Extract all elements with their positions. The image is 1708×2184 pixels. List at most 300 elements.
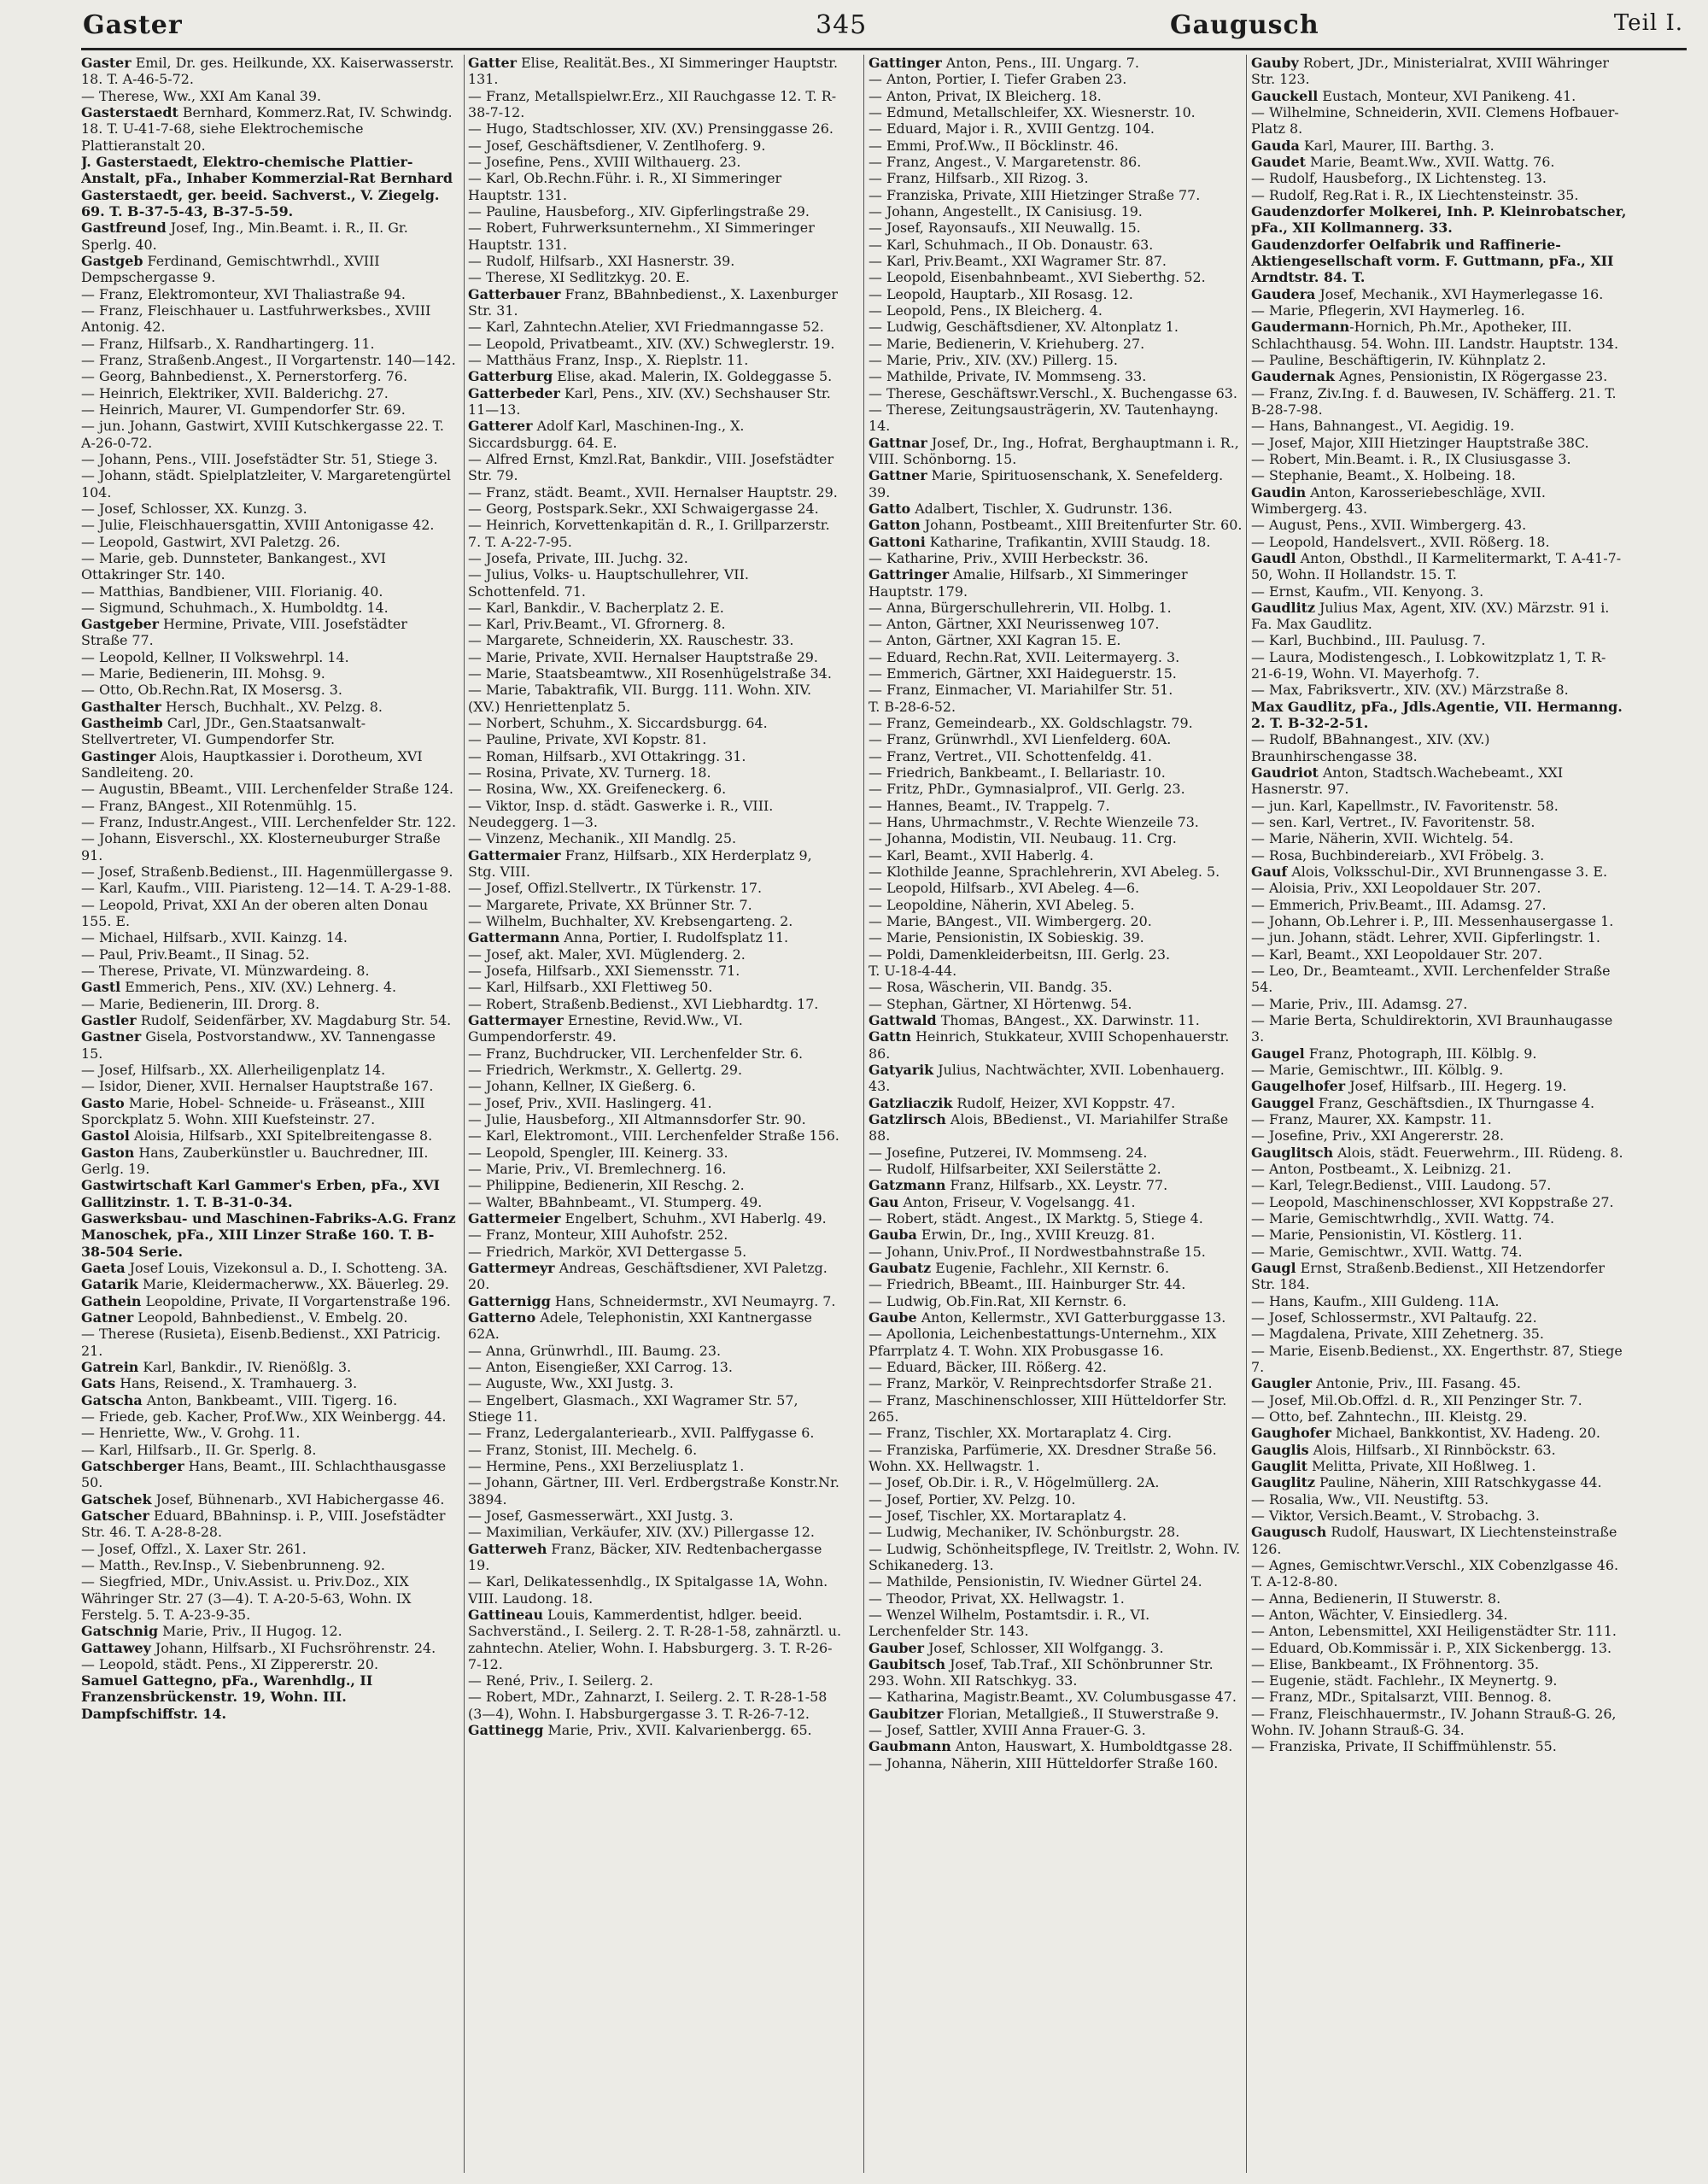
directory-entry bbox=[869, 864, 1244, 880]
directory-entry bbox=[869, 715, 1244, 731]
directory-entry bbox=[1251, 550, 1627, 583]
directory-entry bbox=[869, 1359, 1244, 1375]
entry-surname: Gatton bbox=[869, 517, 921, 534]
directory-entry bbox=[1251, 682, 1627, 698]
entry-surname: Gastol bbox=[81, 1127, 130, 1145]
entry-details: — Friedrich, Markör, XVI Dettergasse 5. bbox=[468, 1243, 747, 1260]
directory-entry bbox=[81, 1656, 457, 1672]
entry-details: — Anna, Grünwrhdl., III. Baumg. 23. bbox=[468, 1342, 721, 1359]
directory-entry bbox=[1251, 1177, 1627, 1193]
entry-details: Franz, Hilfsarb., XX. Leystr. 77. bbox=[945, 1177, 1168, 1194]
directory-entry bbox=[1251, 632, 1627, 648]
entry-details: Johann, Hilfsarb., XI Fuchsröhrenstr. 24. bbox=[150, 1639, 436, 1656]
directory-entry bbox=[81, 1028, 457, 1062]
entry-details: — Mathilde, Pensionistin, IV. Wiedner Gürtel 24. bbox=[869, 1573, 1202, 1590]
entry-details: Louis, Kammerdentist, hdlger. beeid. Sachverständ., I. Seilerg. 2. T. R-28-1-58, zahnärztl. u. zahntechn. Atelier, Wohn. I. Habsburgerg. 3. T. R-26-7-12. bbox=[468, 1606, 842, 1672]
entry-details: — Josef, Offizl.Stellvertr., IX Türkenstr. 17. bbox=[468, 880, 763, 897]
entry-details: Gaudenzdorfer Oelfabrik und Raffinerie-Aktiengesellschaft vorm. F. Guttmann, pFa., XII Arndtstr. 84. T. bbox=[1251, 236, 1614, 286]
directory-entry bbox=[869, 1326, 1244, 1359]
entry-details: Eduard, BBahninsp. i. P., VIII. Josefstädter Str. 46. T. A-28-8-28. bbox=[81, 1507, 446, 1541]
entry-details: — Ernst, Kaufm., VII. Kenyong. 3. bbox=[1251, 583, 1484, 600]
directory-entry bbox=[1251, 237, 1627, 286]
directory-entry bbox=[869, 1607, 1244, 1640]
entry-details: Franz, Geschäftsdien., IX Thurngasse 4. bbox=[1313, 1094, 1595, 1111]
directory-entry bbox=[81, 1573, 457, 1623]
directory-entry bbox=[1251, 467, 1627, 483]
entry-details: — Josefine, Priv., XXI Angererstr. 28. bbox=[1251, 1127, 1504, 1145]
directory-entry bbox=[869, 253, 1244, 269]
entry-details: Hans, Beamt., III. Schlachthausgasse 50. bbox=[81, 1457, 447, 1491]
directory-entry bbox=[1251, 55, 1627, 88]
directory-entry bbox=[81, 368, 457, 384]
entry-surname: Gatterbeder bbox=[468, 384, 560, 401]
directory-entry bbox=[869, 154, 1244, 170]
entry-details: — Pauline, Hausbeforg., XIV. Gipferlingstraße 29. bbox=[468, 202, 810, 220]
entry-details: — Hermine, Pens., XXI Berzeliusplatz 1. bbox=[468, 1457, 745, 1474]
directory-entry bbox=[869, 1375, 1244, 1391]
entry-surname: Gaubitzer bbox=[869, 1705, 944, 1722]
entry-surname: Gauda bbox=[1251, 137, 1300, 154]
entry-details: Alois, städt. Feuerwehrm., III. Rüdeng. 8. bbox=[1333, 1144, 1623, 1161]
directory-entry bbox=[869, 1062, 1244, 1095]
entry-details: — Marie, Näherin, XVII. Wichtelg. 54. bbox=[1251, 830, 1514, 847]
directory-entry bbox=[1251, 187, 1627, 203]
header-first-entry: Gaster bbox=[83, 10, 183, 40]
directory-entry bbox=[468, 830, 844, 846]
directory-entry bbox=[1251, 1078, 1627, 1094]
directory-entry bbox=[1251, 1210, 1627, 1227]
directory-entry bbox=[1251, 1326, 1627, 1342]
directory-entry bbox=[81, 1392, 457, 1408]
entry-details: — Rosa, Wäscherin, VII. Bandg. 35. bbox=[869, 979, 1113, 996]
entry-surname: Gaugelhofer bbox=[1251, 1078, 1346, 1095]
directory-entry bbox=[81, 1408, 457, 1425]
entry-details: — Leopold, Kellner, II Volkswehrpl. 14. bbox=[81, 648, 349, 665]
directory-entry bbox=[1251, 1343, 1627, 1376]
directory-entry bbox=[1251, 1375, 1627, 1391]
directory-entry bbox=[1251, 1045, 1627, 1062]
directory-entry bbox=[1251, 1227, 1627, 1243]
directory-entry bbox=[1251, 484, 1627, 518]
entry-details: Anton, Bankbeamt., VIII. Tigerg. 16. bbox=[142, 1391, 398, 1408]
directory-entry bbox=[468, 731, 844, 747]
directory-entry bbox=[468, 913, 844, 929]
directory-entry bbox=[1251, 1127, 1627, 1144]
directory-entry bbox=[869, 946, 1244, 963]
entry-surname: Gatzlirsch bbox=[869, 1111, 946, 1127]
entry-details: — Stephan, Gärtner, XI Hörtenwg. 54. bbox=[869, 995, 1132, 1012]
entry-surname: Gaudlitz bbox=[1251, 599, 1315, 616]
directory-entry bbox=[468, 1343, 844, 1359]
entry-details: — Pauline, Beschäftigerin, IV. Kühnplatz 2. bbox=[1251, 351, 1547, 368]
entry-details: — Augustin, BBeamt., VIII. Lerchenfelder Straße 124. bbox=[81, 781, 453, 798]
entry-details: — Wenzel Wilhelm, Postamtsdir. i. R., VI. Lerchenfelder Str. 143. bbox=[869, 1606, 1150, 1640]
directory-entry bbox=[1251, 1474, 1627, 1490]
directory-entry bbox=[1251, 1161, 1627, 1177]
entry-details: — Robert, städt. Angest., IX Marktg. 5, Stiege 4. bbox=[869, 1209, 1203, 1227]
entry-details: T. B-28-6-52. bbox=[869, 698, 956, 715]
directory-entry bbox=[468, 203, 844, 220]
entry-details: — Robert, Min.Beamt. i. R., IX Clusiusgasse 3. bbox=[1251, 450, 1571, 467]
page-number: 345 bbox=[816, 10, 868, 40]
directory-entry bbox=[869, 534, 1244, 550]
entry-details: — Johanna, Näherin, XIII Hütteldorfer Straße 160. bbox=[869, 1754, 1219, 1771]
directory-entry bbox=[1251, 731, 1627, 764]
entry-details: — Sigmund, Schuhmach., X. Humboldtg. 14. bbox=[81, 599, 389, 616]
entry-surname: Gauggel bbox=[1251, 1094, 1314, 1111]
entry-surname: Gaudet bbox=[1251, 153, 1306, 170]
directory-entry bbox=[468, 88, 844, 121]
entry-details: Josef, Mechanik., XVI Haymerlegasse 16. bbox=[1315, 285, 1604, 302]
directory-entry bbox=[468, 1722, 844, 1738]
column-divider bbox=[1246, 55, 1247, 2173]
entry-surname: Gauba bbox=[869, 1227, 917, 1244]
directory-entry bbox=[468, 484, 844, 501]
directory-entry bbox=[869, 1573, 1244, 1590]
directory-entry bbox=[1251, 1145, 1627, 1161]
entry-surname: Gats bbox=[81, 1375, 116, 1392]
entry-details: Pauline, Näherin, XIII Ratschkygasse 44. bbox=[1314, 1474, 1602, 1491]
entry-details: — jun. Johann, städt. Lehrer, XVII. Gipferlingstr. 1. bbox=[1251, 929, 1600, 946]
entry-details: Gastwirtschaft Karl Gammer's Erben, pFa., XVI Gallitzinstr. 1. T. B-31-0-34. bbox=[81, 1177, 440, 1210]
entry-details: — August, Pens., XVII. Wimbergerg. 43. bbox=[1251, 517, 1527, 534]
entry-details: Rudolf, Heizer, XVI Koppstr. 47. bbox=[952, 1094, 1176, 1111]
entry-surname: Gauglitz bbox=[1251, 1474, 1315, 1491]
directory-entry bbox=[869, 880, 1244, 896]
entry-details: Anton, Stadtsch.Wachebeamt., XXI Hasnerstr. 97. bbox=[1251, 764, 1564, 798]
entry-details: — Robert, MDr., Zahnarzt, I. Seilerg. 2. T. R-28-1-58 (3—4), Wohn. I. Habsburgergasse 3. T. R-26-7-12. bbox=[468, 1689, 828, 1722]
directory-entry bbox=[468, 996, 844, 1012]
directory-entry bbox=[869, 467, 1244, 501]
directory-entry bbox=[1251, 1408, 1627, 1425]
entry-details: — Therese, Ww., XXI Am Kanal 39. bbox=[81, 87, 322, 104]
entry-details: Marie, Priv., II Hugog. 12. bbox=[158, 1623, 342, 1640]
entry-details: — Johann, städt. Spielplatzleiter, V. Margaretengürtel 104. bbox=[81, 467, 451, 501]
directory-entry bbox=[1251, 1689, 1627, 1705]
entry-details: — Rudolf, Hausbeforg., IX Lichtensteg. 13. bbox=[1251, 170, 1547, 187]
entry-surname: Gaube bbox=[869, 1309, 917, 1326]
directory-entry bbox=[869, 286, 1244, 302]
entry-surname: Gaugusch bbox=[1251, 1524, 1327, 1541]
entry-details: — Paul, Priv.Beamt., II Sinag. 52. bbox=[81, 946, 310, 963]
directory-entry bbox=[1251, 352, 1627, 368]
entry-details: — Marie, Priv., III. Adamsg. 27. bbox=[1251, 995, 1468, 1012]
directory-entry bbox=[869, 1590, 1244, 1607]
directory-entry bbox=[468, 253, 844, 269]
directory-entry bbox=[1251, 418, 1627, 434]
directory-entry bbox=[468, 946, 844, 963]
directory-entry bbox=[869, 352, 1244, 368]
directory-entry bbox=[468, 1095, 844, 1111]
entry-details: — Johann, Univ.Prof., II Nordwestbahnstraße 15. bbox=[869, 1243, 1206, 1260]
directory-entry bbox=[468, 566, 844, 600]
directory-entry bbox=[869, 1738, 1244, 1754]
entry-details: -Hornich, Ph.Mr., Apotheker, III. Schlachthausg. 54. Wohn. III. Landstr. Hauptstr. 134. bbox=[1251, 319, 1619, 352]
directory-entry bbox=[468, 979, 844, 995]
entry-details: — Anton, Lebensmittel, XXI Heiligenstädter Str. 111. bbox=[1251, 1623, 1617, 1640]
entry-details: — Franz, BAngest., XII Rotenmühlg. 15. bbox=[81, 797, 358, 814]
entry-details: — Franz, MDr., Spitalsarzt, VIII. Bennog. 8. bbox=[1251, 1689, 1552, 1706]
entry-details: Heinrich, Stukkateur, XVIII Schopenhauerstr. 86. bbox=[869, 1028, 1230, 1062]
entry-details: — Stephanie, Beamt., X. Holbeing. 18. bbox=[1251, 467, 1516, 484]
entry-details: — Karl, Priv.Beamt., XXI Wagramer Str. 87. bbox=[869, 252, 1167, 269]
entry-details: Julius Max, Agent, XIV. (XV.) Märzstr. 91 i. Fa. Max Gaudlitz. bbox=[1251, 599, 1610, 633]
entry-details: — Therese, Geschäftswr.Verschl., X. Buchengasse 63. bbox=[869, 384, 1237, 401]
entry-details: — Marie, Staatsbeamtww., XII Rosenhügelstraße 34. bbox=[468, 665, 832, 682]
entry-details: Adalbert, Tischler, X. Gudrunstr. 136. bbox=[910, 500, 1173, 517]
directory-entry bbox=[1251, 764, 1627, 798]
directory-entry bbox=[1251, 1095, 1627, 1111]
entry-details: — Laura, Modistengesch., I. Lobkowitzplatz 1, T. R-21-6-19, Wohn. VI. Mayerhofg. 7. bbox=[1251, 648, 1606, 682]
entry-details: — Therese (Rusieta), Eisenb.Bedienst., XXI Patricig. 21. bbox=[81, 1326, 442, 1359]
directory-entry bbox=[1251, 138, 1627, 154]
entry-details: Alois, Hauptkassier i. Dorotheum, XVI Sandleiteng. 20. bbox=[81, 747, 423, 782]
entry-details: — Anton, Postbeamt., X. Leibnizg. 21. bbox=[1251, 1160, 1512, 1177]
directory-entry bbox=[468, 665, 844, 682]
entry-details: — Karl, Delikatessenhdlg., IX Spitalgasse 1A, Wohn. VIII. Laudong. 18. bbox=[468, 1573, 828, 1607]
entry-details: — Hans, Bahnangest., VI. Aegidig. 19. bbox=[1251, 418, 1515, 435]
entry-surname: Gastl bbox=[81, 979, 121, 996]
entry-details: — Julie, Hausbeforg., XII Altmannsdorfer Str. 90. bbox=[468, 1111, 806, 1127]
entry-details: — Eduard, Rechn.Rat, XVII. Leitermayerg. 3. bbox=[869, 648, 1180, 665]
directory-entry bbox=[869, 319, 1244, 335]
directory-entry bbox=[81, 1458, 457, 1491]
entry-details: Anton, Kellermstr., XVI Gatterburggasse 13. bbox=[916, 1309, 1226, 1326]
entry-details: — Franziska, Parfümerie, XX. Dresdner Straße 56. Wohn. XX. Hellwagstr. 1. bbox=[869, 1441, 1217, 1474]
directory-entry bbox=[468, 764, 844, 781]
entry-details: — Pauline, Private, XVI Kopstr. 81. bbox=[468, 731, 707, 748]
directory-entry bbox=[468, 1293, 844, 1309]
entry-details: Anton, Friseur, V. Vogelsangg. 41. bbox=[898, 1193, 1136, 1210]
entry-details: Adele, Telephonistin, XXI Kantnergasse 62A. bbox=[468, 1309, 812, 1343]
entry-details: — Franz, Maurer, XX. Kampstr. 11. bbox=[1251, 1111, 1492, 1127]
entry-details: — Franz, Hilfsarb., XII Rizog. 3. bbox=[869, 170, 1089, 187]
directory-entry bbox=[1251, 1425, 1627, 1441]
directory-entry bbox=[1251, 104, 1627, 138]
directory-entry bbox=[468, 929, 844, 946]
entry-details: Hans, Reisend., X. Tramhauerg. 3. bbox=[115, 1375, 358, 1392]
directory-entry bbox=[869, 1177, 1244, 1193]
entry-details: — Marie, Priv., XIV. (XV.) Pillerg. 15. bbox=[869, 351, 1118, 368]
entry-details: Michael, Bankkontist, XV. Hadeng. 20. bbox=[1331, 1425, 1600, 1442]
directory-entry bbox=[1251, 1111, 1627, 1127]
directory-entry bbox=[1251, 1508, 1627, 1524]
entry-details: — Karl, Beamt., XXI Leopoldauer Str. 207. bbox=[1251, 946, 1543, 963]
directory-entry bbox=[869, 1474, 1244, 1490]
directory-entry bbox=[869, 1755, 1244, 1771]
directory-entry bbox=[1251, 1293, 1627, 1309]
directory-entry bbox=[468, 550, 844, 566]
entry-details: — Marie, geb. Dunnsteter, Bankangest., XVI Ottakringer Str. 140. bbox=[81, 549, 386, 583]
entry-details: — Viktor, Insp. d. städt. Gaswerke i. R., VIII. Neudeggerg. 1—3. bbox=[468, 797, 774, 831]
entry-details: — Friedrich, BBeamt., III. Hainburger Str. 44. bbox=[869, 1276, 1186, 1293]
directory-entry bbox=[468, 55, 844, 88]
entry-details: — Franz, städt. Beamt., XVII. Hernalser Hauptstr. 29. bbox=[468, 483, 838, 501]
directory-entry bbox=[869, 1145, 1244, 1161]
directory-entry bbox=[1251, 1672, 1627, 1689]
entry-details: — Franz, Angest., V. Margaretenstr. 86. bbox=[869, 153, 1142, 170]
entry-details: — Marie, Tabaktrafik, VII. Burgg. 111. Wohn. XIV. (XV.) Henriettenplatz 5. bbox=[468, 682, 812, 715]
directory-entry bbox=[1251, 699, 1627, 732]
entry-details: — Franz, Straßenb.Angest., II Vorgartenstr. 140—142. bbox=[81, 351, 456, 368]
directory-entry bbox=[468, 269, 844, 285]
directory-entry bbox=[869, 203, 1244, 220]
directory-entry bbox=[869, 120, 1244, 137]
entry-details: — Franz, Elektromonteur, XVI Thaliastraße 94. bbox=[81, 285, 406, 302]
directory-entry bbox=[869, 897, 1244, 913]
entry-details: Samuel Gattegno, pFa., Warenhdlg., II Franzensbrückenstr. 19, Wohn. III. Dampfschiffstr. 14. bbox=[81, 1672, 373, 1722]
entry-details: Gisela, Postvorstandww., XV. Tannengasse 15. bbox=[81, 1028, 436, 1062]
directory-entry bbox=[468, 1127, 844, 1144]
entry-surname: Gaugel bbox=[1251, 1045, 1305, 1062]
entry-details: — Josef, Ob.Dir. i. R., V. Högelmüllerg. 2A. bbox=[869, 1474, 1160, 1491]
entry-surname: Gastler bbox=[81, 1012, 137, 1029]
entry-details: — Josefa, Private, III. Juchg. 32. bbox=[468, 549, 688, 566]
entry-details: Emmerich, Pens., XIV. (XV.) Lehnerg. 4. bbox=[120, 979, 396, 996]
directory-entry bbox=[81, 682, 457, 698]
header-last-entry: Gaugusch bbox=[1170, 10, 1319, 40]
entry-details: — Therese, Zeitungsausträgerin, XV. Tautenhayng. 14. bbox=[869, 401, 1219, 435]
entry-surname: Gatzliaczik bbox=[869, 1094, 953, 1111]
entry-surname: Gatschberger bbox=[81, 1457, 184, 1474]
entry-surname: Gattinegg bbox=[468, 1722, 544, 1739]
entry-details: — Johann, Kellner, IX Gießerg. 6. bbox=[468, 1078, 696, 1095]
entry-surname: Gaudl bbox=[1251, 549, 1296, 566]
directory-entry bbox=[81, 517, 457, 533]
entry-details: — Engelbert, Glasmach., XXI Wagramer Str. 57, Stiege 11. bbox=[468, 1391, 798, 1425]
directory-entry bbox=[869, 220, 1244, 236]
entry-details: — Franz, Ziv.Ing. f. d. Bauwesen, IV. Schäfferg. 21. T. B-28-7-98. bbox=[1251, 384, 1617, 418]
directory-entry bbox=[869, 1276, 1244, 1292]
directory-entry bbox=[81, 616, 457, 649]
directory-entry bbox=[81, 1293, 457, 1309]
directory-entry bbox=[869, 764, 1244, 781]
directory-entry bbox=[81, 286, 457, 302]
directory-entry bbox=[1251, 435, 1627, 451]
entry-details: — Norbert, Schuhm., X. Siccardsburgg. 64. bbox=[468, 715, 768, 732]
entry-details: — Aloisia, Priv., XXI Leopoldauer Str. 207. bbox=[1251, 880, 1541, 897]
directory-entry bbox=[81, 1359, 457, 1375]
entry-details: — Josef, Tischler, XX. Mortaraplatz 4. bbox=[869, 1507, 1127, 1524]
entry-surname: Gaudera bbox=[1251, 285, 1316, 302]
entry-details: Florian, Metallgieß., II Stuwerstraße 9. bbox=[943, 1705, 1220, 1722]
directory-entry bbox=[869, 302, 1244, 319]
directory-entry bbox=[468, 715, 844, 731]
entry-surname: Gatschnig bbox=[81, 1623, 159, 1640]
directory-entry bbox=[869, 517, 1244, 533]
entry-details: — Marie, Priv., VI. Bremlechnerg. 16. bbox=[468, 1160, 727, 1177]
directory-entry bbox=[1251, 649, 1627, 682]
entry-details: — Josef, Priv., XVII. Haslingerg. 41. bbox=[468, 1094, 712, 1111]
entry-details: — Poldi, Damenkleiderbeitsn, III. Gerlg. 23. bbox=[869, 946, 1171, 963]
entry-details: — Margarete, Schneiderin, XX. Rauschestr. 33. bbox=[468, 632, 794, 649]
directory-entry bbox=[81, 814, 457, 830]
directory-entry bbox=[869, 979, 1244, 995]
entry-details: — Julius, Volks- u. Hauptschullehrer, VII. Schottenfeld. 71. bbox=[468, 566, 749, 600]
directory-entry bbox=[81, 996, 457, 1012]
entry-surname: Gatrein bbox=[81, 1358, 139, 1375]
entry-details: — Leopold, Spengler, III. Keinerg. 33. bbox=[468, 1144, 728, 1161]
directory-entry bbox=[1251, 996, 1627, 1012]
directory-entry bbox=[869, 1293, 1244, 1309]
column-1 bbox=[81, 55, 457, 2173]
directory-entry bbox=[1251, 963, 1627, 996]
entry-details: Eugenie, Fachlehr., XII Kernstr. 6. bbox=[931, 1259, 1170, 1276]
directory-entry bbox=[1251, 319, 1627, 352]
part-label: Teil I. bbox=[1613, 10, 1683, 36]
directory-entry bbox=[81, 665, 457, 682]
directory-entry bbox=[81, 220, 457, 253]
entry-details: — Karl, Schuhmach., II Ob. Donaustr. 63. bbox=[869, 236, 1154, 253]
entry-details: — Heinrich, Korvettenkapitän d. R., I. Grillparzerstr. 7. T. A-22-7-95. bbox=[468, 517, 830, 550]
entry-details: — Rudolf, Reg.Rat i. R., IX Liechtensteinstr. 35. bbox=[1251, 186, 1579, 203]
entry-details: — Marie, Bedienerin, III. Mohsg. 9. bbox=[81, 665, 325, 682]
entry-surname: Gauckell bbox=[1251, 87, 1319, 104]
entry-details: — Leopold, Privat, XXI An der oberen alten Donau 155. E. bbox=[81, 896, 429, 930]
entry-surname: Gattnar bbox=[869, 434, 927, 451]
entry-details: — Rosina, Private, XV. Turnerg. 18. bbox=[468, 764, 711, 782]
entry-surname: Gastheimb bbox=[81, 715, 163, 732]
directory-entry bbox=[869, 748, 1244, 764]
entry-details: — Matthias, Bandbiener, VIII. Florianig. 40. bbox=[81, 583, 383, 600]
directory-entry bbox=[869, 699, 1244, 715]
directory-entry bbox=[468, 1045, 844, 1062]
entry-surname: Gastgeb bbox=[81, 252, 143, 269]
entry-details: — Josef, Offzl., X. Laxer Str. 261. bbox=[81, 1540, 307, 1557]
directory-entry bbox=[81, 649, 457, 665]
entry-details: Leopold, Bahnbedienst., V. Embelg. 20. bbox=[133, 1309, 408, 1326]
entry-details: — Leopold, Hauptarb., XII Rosasg. 12. bbox=[869, 285, 1133, 302]
entry-surname: Gatyarik bbox=[869, 1062, 934, 1079]
entry-surname: Gaudin bbox=[1251, 483, 1307, 501]
entry-surname: Gattermeyr bbox=[468, 1259, 555, 1276]
entry-details: — Walter, BBahnbeamt., VI. Stumperg. 49. bbox=[468, 1193, 763, 1210]
column-divider bbox=[863, 55, 864, 2173]
entry-details: — Leo, Dr., Beamteamt., XVII. Lerchenfelder Straße 54. bbox=[1251, 963, 1611, 996]
column-divider bbox=[464, 55, 465, 2173]
entry-details: Katharine, Trafikantin, XVIII Staudg. 18. bbox=[925, 533, 1211, 550]
entry-details: — Edmund, Metallschleifer, XX. Wiesnerstr. 10. bbox=[869, 103, 1196, 120]
entry-details: Gaudenzdorfer Molkerei, Inh. P. Kleinrobatscher, pFa., XII Kollmannerg. 33. bbox=[1251, 202, 1627, 237]
entry-surname: Gatschek bbox=[81, 1490, 152, 1508]
directory-entry bbox=[81, 501, 457, 517]
directory-entry bbox=[1251, 864, 1627, 880]
entry-details: — Emmi, Prof.Ww., II Böcklinstr. 46. bbox=[869, 137, 1119, 154]
directory-entry bbox=[468, 798, 844, 831]
directory-entry bbox=[1251, 1623, 1627, 1639]
directory-entry bbox=[869, 996, 1244, 1012]
directory-entry bbox=[869, 71, 1244, 87]
entry-surname: Gaughofer bbox=[1251, 1425, 1332, 1442]
directory-entry bbox=[81, 963, 457, 979]
entry-details: Bernhard, Kommerz.Rat, IV. Schwindg. 18. T. U-41-7-68, siehe Elektrochemische Plattieranstalt 20. bbox=[81, 103, 453, 154]
entry-details: — Apollonia, Leichenbestattungs-Unternehm., XIX Pfarrplatz 4. T. Wohn. XIX Probusgasse 16. bbox=[869, 1326, 1217, 1359]
entry-details: Hermine, Private, VIII. Josefstädter Straße 77. bbox=[81, 616, 407, 649]
entry-surname: Gatterburg bbox=[468, 368, 553, 385]
directory-entry bbox=[468, 600, 844, 616]
entry-details: — Ludwig, Ob.Fin.Rat, XII Kernstr. 6. bbox=[869, 1292, 1127, 1309]
directory-entry bbox=[1251, 517, 1627, 533]
entry-details: Ernestine, Revid.Ww., VI. Gumpendorferstr. 49. bbox=[468, 1012, 743, 1045]
directory-entry bbox=[869, 682, 1244, 698]
entry-details: — Ludwig, Mechaniker, IV. Schönburgstr. 28. bbox=[869, 1524, 1180, 1541]
directory-entry bbox=[468, 1210, 844, 1227]
entry-details: Marie, Spirituosenschank, X. Senefelderg. 39. bbox=[869, 467, 1224, 501]
directory-entry bbox=[869, 616, 1244, 632]
entry-details: — Margarete, Private, XX Brünner Str. 7. bbox=[468, 896, 752, 913]
directory-entry bbox=[81, 253, 457, 286]
directory-entry bbox=[1251, 385, 1627, 419]
